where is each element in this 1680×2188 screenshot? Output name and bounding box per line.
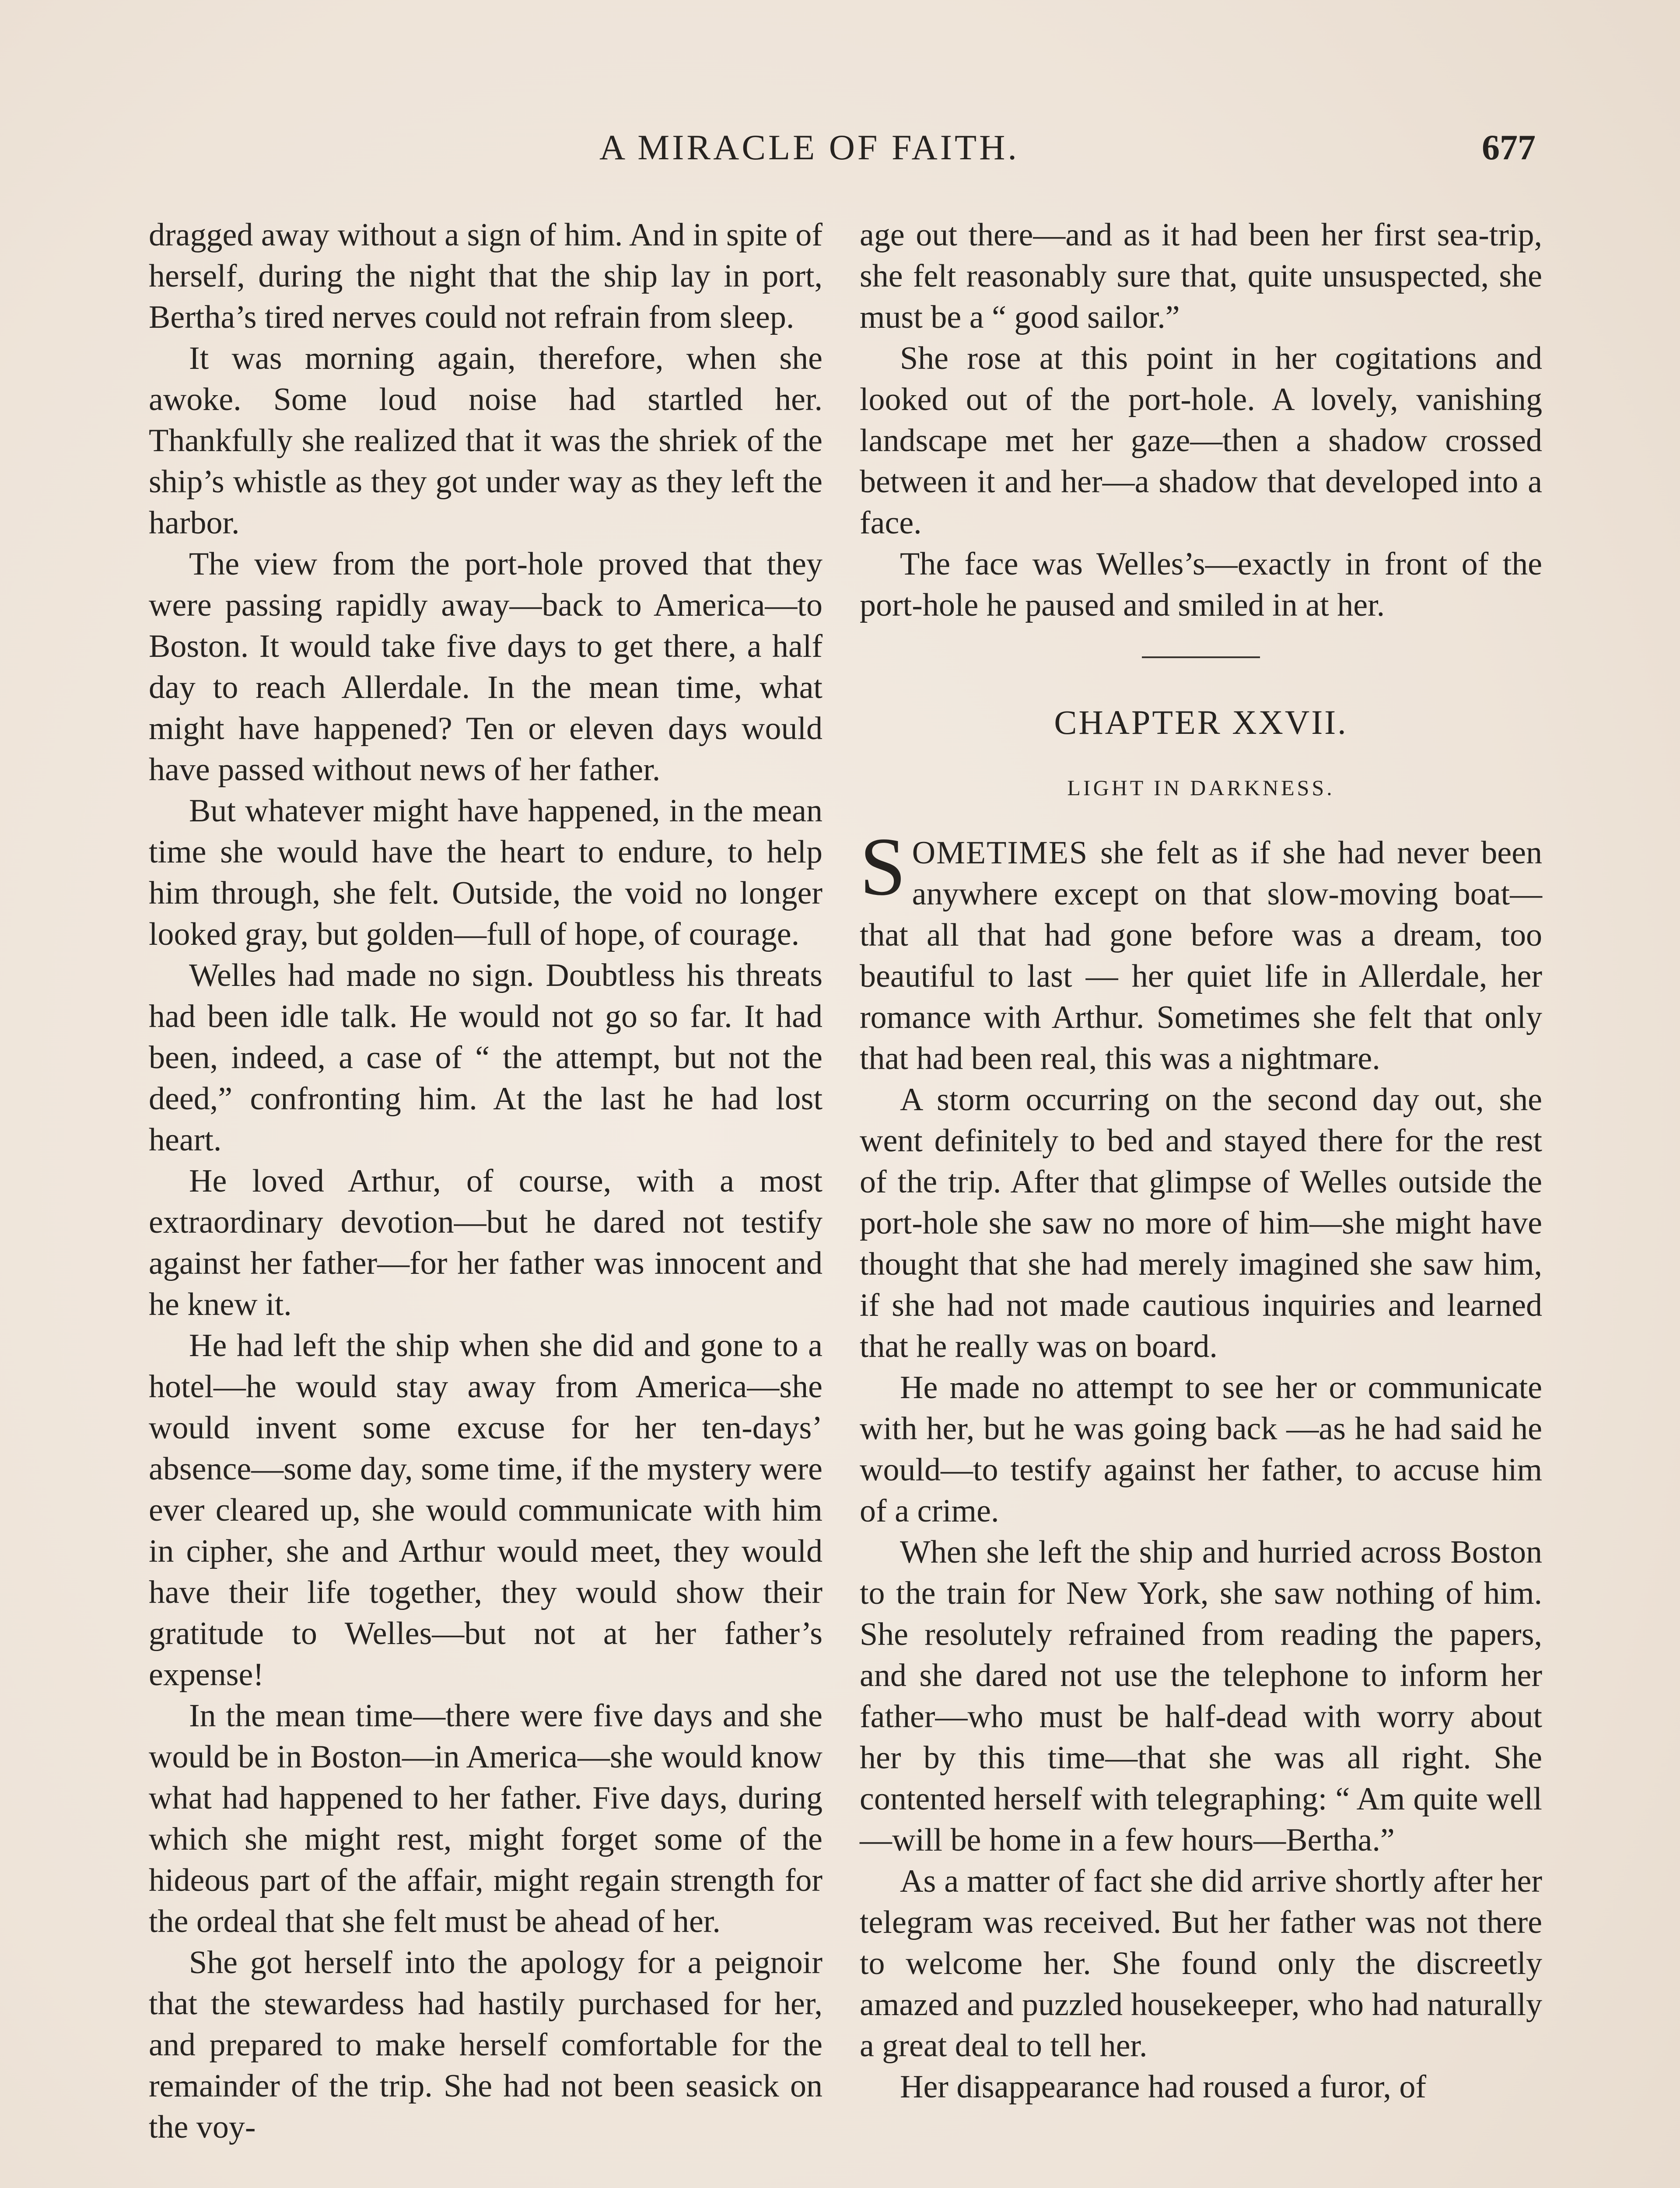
opening-caps: OMETIMES [912,835,1088,871]
left-column [149,214,822,2148]
page-number: 677 [1482,127,1536,167]
paragraph: As a matter of fact she did arrive shortly after her telegram was received. But her father was not there to welcome her. She found only the discreetly amazed and puzzled housekeeper, who had naturally a great deal to tell her. [860,1863,1542,2064]
paragraph: It was morning again, therefore, when she awoke. Some loud noise had startled her. Thankfully she realized that it was the shriek of the ship’s whistle as they got under way as they left the harbor. [149,340,822,541]
paragraph: The view from the port-hole proved that they were passing rapidly away—back to America—to Boston. It would take five days to get there, a half day to reach Allerdale. In the mean time, what might have happened? Ten or eleven days would have passed without news of her father. [149,546,822,788]
paragraph: A storm occurring on the second day out, she went definitely to bed and stayed there for the rest of the trip. After that glimpse of Welles outside the port-hole she saw no more of him—she might have thought that she had merely imagined she saw him, if she had not made cautious inquiries and learned that he really was on board. [860,1082,1542,1364]
paragraph: Welles had made no sign. Doubtless his threats had been idle talk. He would not go so far. It had been, indeed, a case of “ the attempt, but not the deed,” confronting him. At the last he had lost heart. [149,957,822,1158]
paragraph: In the mean time—there were five days and she would be in Boston—in America—she would know what had happened to her father. Five days, during which she might rest, might forget some of the hideous part of the affair, might regain strength for the ordeal that she felt must be ahead of her. [149,1698,822,1939]
paragraph: dragged away without a sign of him. And in spite of herself, during the night that the ship lay in port, Bertha’s tired nerves could not refrain from sleep. [149,217,822,335]
opening-paragraph [860,821,1542,1079]
paragraph: The face was Welles’s—exactly in front of the port-hole he paused and smiled in at her. [860,546,1542,623]
paragraph: age out there—and as it had been her first sea-trip, she felt reasonably sure that, quite unsuspected, she must be a “ good sailor.” [860,217,1542,335]
running-title: A MIRACLE OF FAITH. [599,127,1019,167]
paragraph: He loved Arthur, of course, with a most extraordinary devotion—but he dared not testify against her father—for her father was innocent and he knew it. [149,1163,822,1322]
opening-text: she felt as if she had never been anywhere except on that slow-moving boat—that all that had gone before was a dream, too beautiful to last — her quiet life in Allerdale, her romance with Arthur. Sometimes she felt that only that had been real, this was a nightmare. [860,835,1542,1076]
paragraph: Her disappearance had roused a furor, of [900,2069,1427,2105]
chapter-heading: CHAPTER XXVII. [1054,703,1348,741]
paragraph: She got herself into the apology for a peignoir that the stewardess had hastily purchased for her, and prepared to make herself comfortable for the remainder of the trip. She had not been seasick on the voy- [149,1945,822,2145]
chapter-subtitle: LIGHT IN DARKNESS. [1067,775,1335,800]
paragraph: He made no attempt to see her or communicate with her, but he was going back —as he had said he would—to testify against her father, to accuse him of a crime. [860,1370,1542,1529]
paragraph: She rose at this point in her cogitations and looked out of the port-hole. A lovely, vanishing landscape met her gaze—then a shadow crossed between it and her—a shadow that developed into a face. [860,340,1542,541]
paragraph: When she left the ship and hurried across Boston to the train for New York, she saw nothing of him. She resolutely refrained from reading the papers, and she dared not use the telephone to inform her father—who must be half-dead with worry about her by this time—that she was all right. She contented herself with telegraphing: “ Am quite well—will be home in a few hours—Bertha.” [860,1534,1542,1858]
section-divider [1142,656,1260,658]
right-column [860,214,1542,2107]
paragraph: He had left the ship when she did and gone to a hotel—he would stay away from America—she would invent some excuse for her ten-days’ absence—some day, some time, if the mystery were ever cleared up, she would communicate with him in cipher, she and Arthur would meet, they would have their life together, they would show their gratitude to Welles—but not at her father’s expense! [149,1328,822,1693]
paragraph: But whatever might have happened, in the mean time she would have the heart to endure, to help him through, she felt. Outside, the void no longer looked gray, but golden—full of hope, of courage. [149,793,822,952]
drop-cap: S [860,821,906,913]
